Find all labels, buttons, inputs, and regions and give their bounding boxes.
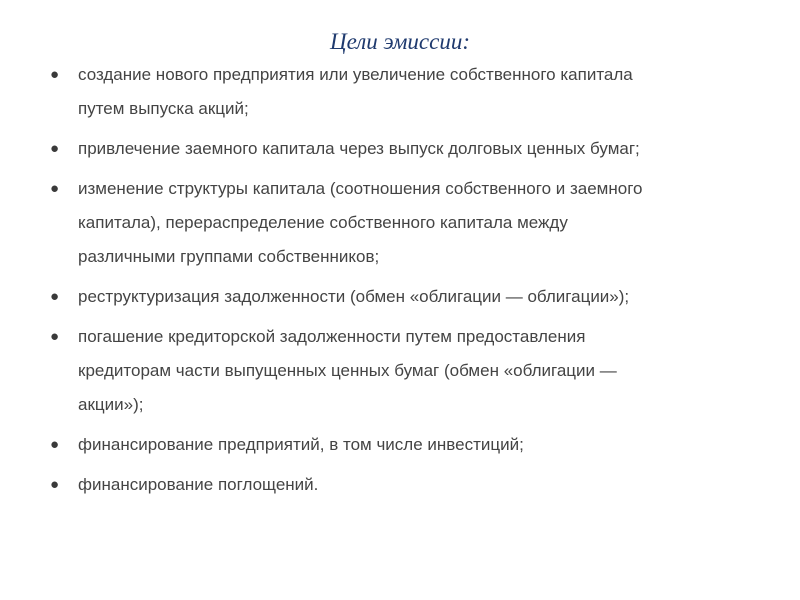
bullet-icon: ● bbox=[50, 66, 60, 83]
bullet-text-line: акции»); bbox=[78, 395, 144, 414]
bullet-item bbox=[36, 280, 776, 314]
bullet-item bbox=[36, 468, 776, 502]
bullet-icon: ● bbox=[50, 328, 60, 345]
bullet-item bbox=[36, 172, 776, 274]
bullet-item bbox=[36, 320, 776, 422]
bullet-text-line: различными группами собственников; bbox=[78, 247, 380, 266]
bullet-text-line: привлечение заемного капитала через выпуск долговых ценных бумаг; bbox=[78, 139, 640, 158]
bullet-icon: ● bbox=[50, 288, 60, 305]
bullet-text-line: изменение структуры капитала (соотношения собственного и заемного bbox=[78, 179, 643, 198]
bullet-text-line: кредиторам части выпущенных ценных бумаг (обмен «облигации — bbox=[78, 361, 617, 380]
bullet-text-line: финансирование поглощений. bbox=[78, 475, 319, 494]
bullet-text-line: финансирование предприятий, в том числе инвестиций; bbox=[78, 435, 524, 454]
bullet-text-line: капитала), перераспределение собственного капитала между bbox=[78, 213, 568, 232]
bullet-list bbox=[36, 58, 776, 508]
bullet-text-line: путем выпуска акций; bbox=[78, 99, 249, 118]
bullet-icon: ● bbox=[50, 140, 60, 157]
bullet-text-line: погашение кредиторской задолженности путем предоставления bbox=[78, 327, 586, 346]
bullet-item bbox=[36, 428, 776, 462]
slide-title: Цели эмиссии: bbox=[329, 29, 471, 54]
bullet-icon: ● bbox=[50, 476, 60, 493]
bullet-item bbox=[36, 58, 776, 126]
bullet-icon: ● bbox=[50, 180, 60, 197]
bullet-item bbox=[36, 132, 776, 166]
bullet-text-line: реструктуризация задолженности (обмен «облигации — облигации»); bbox=[78, 287, 630, 306]
bullet-text-line: создание нового предприятия или увеличение собственного капитала bbox=[78, 65, 633, 84]
bullet-icon: ● bbox=[50, 436, 60, 453]
